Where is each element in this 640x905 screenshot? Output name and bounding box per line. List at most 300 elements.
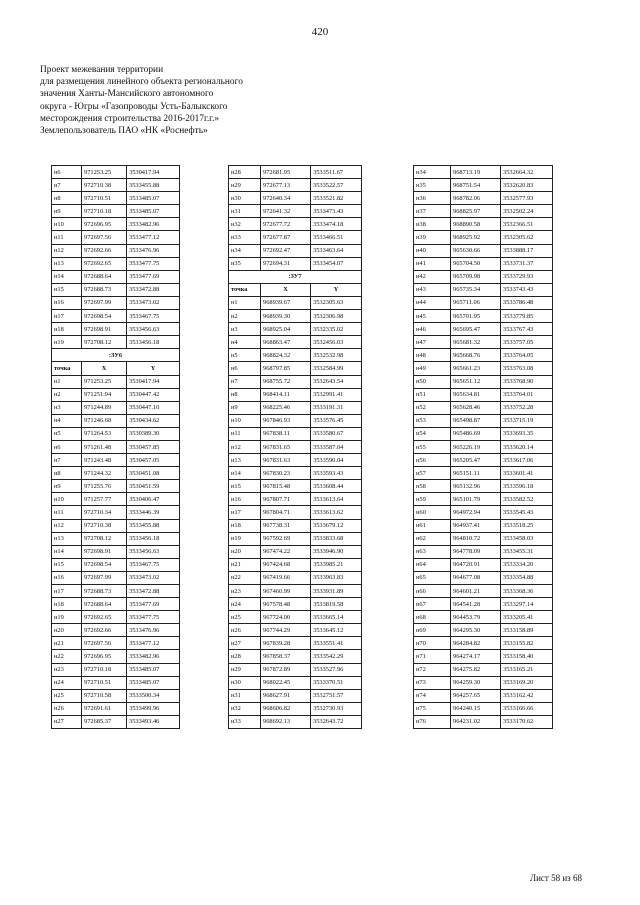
coord-y: 3533482.96: [127, 218, 180, 231]
table-row: [414, 414, 553, 427]
coord-x: 968825.97: [451, 205, 501, 218]
table-row: [52, 414, 180, 427]
coord-x: 967744.29: [261, 624, 311, 637]
coord-x: 965205.47: [451, 454, 501, 467]
coord-x: 972710.34: [82, 506, 127, 519]
coord-x: 972708.12: [82, 336, 127, 349]
coord-y: 3533463.64: [311, 244, 362, 257]
table-row: [414, 427, 553, 440]
point-id: н70: [414, 637, 451, 650]
coord-x: 972688.73: [82, 283, 127, 296]
table-row: [229, 179, 362, 192]
table-row: [229, 401, 362, 414]
coord-x: 967858.37: [261, 650, 311, 663]
table-row: [52, 179, 180, 192]
table-row: [414, 388, 553, 401]
coord-x: 965498.87: [451, 414, 501, 427]
point-id: н3: [52, 401, 82, 414]
table-row: [52, 467, 180, 480]
point-id: н16: [52, 571, 82, 584]
coord-y: 3532664.32: [501, 166, 553, 179]
table-row: [52, 218, 180, 231]
table-row: [414, 205, 553, 218]
coord-y: 3533620.14: [501, 440, 553, 453]
page-number: 420: [311, 26, 329, 38]
table-row: [52, 480, 180, 493]
coord-x: 967846.93: [261, 414, 311, 427]
coord-x: 967831.65: [261, 440, 311, 453]
table-row: [229, 388, 362, 401]
point-id: н26: [52, 702, 82, 715]
point-id: н45: [414, 310, 451, 323]
table-row: [414, 362, 553, 375]
coord-y: 3533477.12: [127, 231, 180, 244]
point-id: н16: [229, 493, 261, 506]
coord-x: 965486.69: [451, 427, 501, 440]
coord-y: 3533613.64: [311, 493, 362, 506]
point-id: н42: [414, 270, 451, 283]
table-row: [52, 611, 180, 624]
point-id: н53: [414, 414, 451, 427]
table-row: [414, 598, 553, 611]
coord-y: 3533169.20: [501, 676, 553, 689]
point-id: н38: [414, 218, 451, 231]
coord-x: 972640.34: [261, 192, 311, 205]
point-id: н34: [229, 244, 261, 257]
coord-y: 3533473.02: [127, 571, 180, 584]
table-row: [52, 650, 180, 663]
table-row: [229, 676, 362, 689]
table-row: [414, 310, 553, 323]
point-id: н17: [52, 585, 82, 598]
point-id: н48: [414, 349, 451, 362]
coord-x: 972697.99: [82, 296, 127, 309]
coord-x: 965101.79: [451, 493, 501, 506]
point-id: н17: [229, 506, 261, 519]
coord-y: 3533645.12: [311, 624, 362, 637]
point-id: н52: [414, 401, 451, 414]
coord-x: 972692.65: [82, 257, 127, 270]
table-row: [229, 166, 362, 179]
point-id: н2: [229, 310, 261, 323]
table-row: [52, 624, 180, 637]
coord-x: 965628.46: [451, 401, 501, 414]
coord-y: 3533476.96: [127, 244, 180, 257]
table-row: [414, 676, 553, 689]
coord-x: 964284.82: [451, 637, 501, 650]
table-row: [414, 467, 553, 480]
table-row: [229, 244, 362, 257]
point-id: н6: [229, 362, 261, 375]
coord-y: 3533545.43: [501, 506, 553, 519]
coord-y: 3533165.21: [501, 663, 553, 676]
coord-y: 3530417.94: [127, 375, 180, 388]
coord-y: 3532577.93: [501, 192, 553, 205]
table-row: [229, 218, 362, 231]
coord-x: 972688.73: [82, 585, 127, 598]
coord-y: 3533590.04: [311, 454, 362, 467]
point-id: н32: [229, 702, 261, 715]
table-row: [52, 257, 180, 270]
coord-y: 3533473.02: [127, 296, 180, 309]
point-id: н27: [229, 637, 261, 650]
table-row: [52, 283, 180, 296]
coord-x: 968890.58: [451, 218, 501, 231]
coord-y: 3530451.08: [127, 467, 180, 480]
coord-y: 3533370.51: [311, 676, 362, 689]
point-id: н39: [414, 231, 451, 244]
coord-y: 3533499.96: [127, 702, 180, 715]
table-row: [52, 676, 180, 689]
coord-x: 972641.32: [261, 205, 311, 218]
point-id: н68: [414, 611, 451, 624]
table-row: [414, 401, 553, 414]
table-row: [52, 244, 180, 257]
coord-x: 972710.51: [82, 192, 127, 205]
coord-x: 964720.91: [451, 558, 501, 571]
table-row: [229, 637, 362, 650]
table-row: [229, 257, 362, 270]
coord-x: 972691.61: [82, 702, 127, 715]
table-row: [229, 624, 362, 637]
coord-y: 3533458.03: [501, 532, 553, 545]
table-row: [229, 611, 362, 624]
point-id: н64: [414, 558, 451, 571]
table-row: [52, 715, 180, 728]
point-id: н31: [229, 689, 261, 702]
coord-x: 965668.76: [451, 349, 501, 362]
coord-x: 972688.64: [82, 270, 127, 283]
table-row: [52, 310, 180, 323]
coord-y: 3533455.31: [501, 545, 553, 558]
point-id: н41: [414, 257, 451, 270]
table-row: [229, 519, 362, 532]
coord-y: 3533743.43: [501, 283, 553, 296]
coord-y: 3533587.04: [311, 440, 362, 453]
header-point: точка: [229, 283, 261, 296]
coord-x: 964240.15: [451, 702, 501, 715]
coord-y: 3530417.94: [127, 166, 180, 179]
header-line: для размещения линейного объекта регионального: [40, 77, 243, 88]
coord-x: 972692.47: [261, 244, 311, 257]
table-row: [414, 218, 553, 231]
coord-y: 3533757.05: [501, 336, 553, 349]
coord-y: 3533551.41: [311, 637, 362, 650]
coord-x: 965701.95: [451, 310, 501, 323]
point-id: н44: [414, 296, 451, 309]
coord-y: 3533455.88: [127, 179, 180, 192]
coord-y: 3533521.82: [311, 192, 362, 205]
point-id: н47: [414, 336, 451, 349]
point-id: н28: [229, 166, 261, 179]
coord-y: 3533767.43: [501, 323, 553, 336]
coord-y: 3533729.93: [501, 270, 553, 283]
coord-y: 3533166.66: [501, 702, 553, 715]
point-id: н74: [414, 689, 451, 702]
point-id: н6: [52, 440, 82, 453]
document-header: [40, 64, 300, 137]
coord-x: 967424.68: [261, 558, 311, 571]
coord-y: 3533665.14: [311, 611, 362, 624]
coord-x: 972697.56: [82, 637, 127, 650]
coord-x: 968606.82: [261, 702, 311, 715]
coord-y: 3533542.29: [311, 650, 362, 663]
table-row: [52, 323, 180, 336]
coord-y: 3530447.42: [127, 388, 180, 401]
table-row: [229, 349, 362, 362]
point-id: н30: [229, 676, 261, 689]
table-row: [414, 270, 553, 283]
point-id: н76: [414, 715, 451, 728]
point-id: н11: [52, 506, 82, 519]
coord-x: 965151.11: [451, 467, 501, 480]
point-id: н5: [52, 427, 82, 440]
table-row: [52, 296, 180, 309]
point-id: н13: [52, 532, 82, 545]
coord-y: 3530434.62: [127, 414, 180, 427]
coord-x: 968755.72: [261, 375, 311, 388]
coord-x: 964259.30: [451, 676, 501, 689]
point-id: н24: [52, 676, 82, 689]
coord-y: 3533763.08: [501, 362, 553, 375]
coord-y: 3533601.41: [501, 467, 553, 480]
table-row: [52, 270, 180, 283]
table-row: [414, 702, 553, 715]
coord-x: 972696.95: [82, 218, 127, 231]
table-row: [229, 414, 362, 427]
coord-x: 972710.51: [82, 676, 127, 689]
point-id: н12: [52, 519, 82, 532]
table-row: [229, 454, 362, 467]
coord-x: 971255.76: [82, 480, 127, 493]
coord-y: 3532643.72: [311, 715, 362, 728]
coord-y: 3533205.41: [501, 611, 553, 624]
table-row: [414, 558, 553, 571]
coord-x: 964778.09: [451, 545, 501, 558]
coord-x: 965226.19: [451, 440, 501, 453]
table-row: [414, 231, 553, 244]
coord-y: 3533768.90: [501, 375, 553, 388]
table-row: [52, 231, 180, 244]
point-id: н35: [414, 179, 451, 192]
coord-x: 972692.66: [82, 244, 127, 257]
coordinates-table-right: [413, 165, 553, 729]
table-row: [229, 702, 362, 715]
coord-y: 3530457.85: [127, 440, 180, 453]
coord-y: 3533456.63: [127, 323, 180, 336]
point-id: н9: [229, 401, 261, 414]
coord-y: 3533467.75: [127, 310, 180, 323]
header-line: округа - Югры «Газопроводы Усть-Балыкского: [40, 101, 228, 112]
coord-x: 972697.56: [82, 231, 127, 244]
coord-y: 3533472.88: [127, 585, 180, 598]
table-row: [52, 192, 180, 205]
coord-y: 3533593.43: [311, 467, 362, 480]
coord-y: 3532584.99: [311, 362, 362, 375]
point-id: н34: [414, 166, 451, 179]
coord-y: 3530389.30: [127, 427, 180, 440]
point-id: н14: [52, 270, 82, 283]
point-id: н43: [414, 283, 451, 296]
header-y: Y: [127, 362, 180, 375]
table-row: [52, 506, 180, 519]
coord-x: 972696.95: [82, 650, 127, 663]
coord-y: 3533819.58: [311, 598, 362, 611]
table-row: [414, 585, 553, 598]
coord-x: 972698.54: [82, 310, 127, 323]
point-id: н63: [414, 545, 451, 558]
point-id: н33: [229, 715, 261, 728]
point-id: н7: [52, 179, 82, 192]
coord-x: 964601.21: [451, 585, 501, 598]
table-row: [414, 323, 553, 336]
coord-x: 971253.25: [82, 375, 127, 388]
coord-y: 3530406.47: [127, 493, 180, 506]
coord-x: 967804.71: [261, 506, 311, 519]
coord-y: 3533764.01: [501, 388, 553, 401]
point-id: н1: [229, 296, 261, 309]
coord-y: 3533752.28: [501, 401, 553, 414]
point-id: н73: [414, 676, 451, 689]
coord-x: 972692.66: [82, 624, 127, 637]
section-title-row: [52, 349, 180, 362]
coord-y: 3533833.68: [311, 532, 362, 545]
coord-y: 3532751.57: [311, 689, 362, 702]
point-id: н22: [229, 571, 261, 584]
coord-x: 967839.28: [261, 637, 311, 650]
table-row: [414, 650, 553, 663]
table-row: [52, 401, 180, 414]
table-row: [52, 166, 180, 179]
point-id: н61: [414, 519, 451, 532]
point-id: н8: [52, 192, 82, 205]
coord-y: 3533786.48: [501, 296, 553, 309]
coord-y: 3533576.45: [311, 414, 362, 427]
point-id: н46: [414, 323, 451, 336]
coord-x: 964937.41: [451, 519, 501, 532]
coord-y: 3532456.03: [311, 336, 362, 349]
coord-x: 972677.13: [261, 179, 311, 192]
table-row: [52, 454, 180, 467]
coord-y: 3533888.17: [501, 244, 553, 257]
point-id: н15: [229, 480, 261, 493]
coord-x: 967419.66: [261, 571, 311, 584]
coord-x: 967807.71: [261, 493, 311, 506]
coord-y: 3533613.62: [311, 506, 362, 519]
point-id: н28: [229, 650, 261, 663]
coord-y: 3532643.54: [311, 375, 362, 388]
table-row: [414, 375, 553, 388]
point-id: н18: [52, 323, 82, 336]
coord-y: 3533474.18: [311, 218, 362, 231]
point-id: н23: [52, 663, 82, 676]
coord-y: 3533946.90: [311, 545, 362, 558]
table-row: [229, 296, 362, 309]
table-row: [52, 558, 180, 571]
coord-x: 972708.12: [82, 532, 127, 545]
coord-x: 967474.22: [261, 545, 311, 558]
coord-y: 3533162.42: [501, 689, 553, 702]
point-id: н18: [52, 598, 82, 611]
point-id: н24: [229, 598, 261, 611]
coord-x: 965132.96: [451, 480, 501, 493]
table-row: [414, 454, 553, 467]
coord-x: 965695.47: [451, 323, 501, 336]
coord-y: 3533354.88: [501, 571, 553, 584]
table-row: [414, 336, 553, 349]
coord-x: 972685.37: [82, 715, 127, 728]
coord-y: 3533472.88: [127, 283, 180, 296]
coord-x: 972677.72: [261, 218, 311, 231]
coord-y: 3533518.25: [501, 519, 553, 532]
coord-x: 971244.89: [82, 401, 127, 414]
coord-y: 3533455.88: [127, 519, 180, 532]
section-title: :ЗУ7: [229, 270, 362, 283]
coord-x: 967592.69: [261, 532, 311, 545]
table-row: [229, 467, 362, 480]
point-id: н36: [414, 192, 451, 205]
coord-x: 967460.99: [261, 585, 311, 598]
table-row: [414, 192, 553, 205]
point-id: н19: [229, 532, 261, 545]
coord-x: 968782.06: [451, 192, 501, 205]
table-row: [229, 545, 362, 558]
coord-y: 3533485.07: [127, 205, 180, 218]
coord-y: 3533693.35: [501, 427, 553, 440]
point-id: н31: [229, 205, 261, 218]
table-row: [52, 702, 180, 715]
point-id: н14: [52, 545, 82, 558]
coord-y: 3533454.07: [311, 257, 362, 270]
point-id: н59: [414, 493, 451, 506]
coord-y: 3533715.19: [501, 414, 553, 427]
table-row: [229, 192, 362, 205]
header-y: Y: [311, 283, 362, 296]
coord-x: 971251.94: [82, 388, 127, 401]
coord-y: 3533155.82: [501, 637, 553, 650]
coord-y: 3532305.63: [311, 296, 362, 309]
table-row: [52, 440, 180, 453]
coord-y: 3533477.69: [127, 270, 180, 283]
coord-x: 968925.92: [451, 231, 501, 244]
point-id: н10: [52, 493, 82, 506]
coord-x: 967830.23: [261, 467, 311, 480]
coord-x: 968627.91: [261, 689, 311, 702]
table-row: [414, 480, 553, 493]
table-row: [52, 336, 180, 349]
table-row: [414, 532, 553, 545]
point-id: н71: [414, 650, 451, 663]
point-id: н12: [229, 440, 261, 453]
coord-y: 3533582.52: [501, 493, 553, 506]
point-id: н18: [229, 519, 261, 532]
coord-y: 3533368.36: [501, 585, 553, 598]
coord-x: 964541.28: [451, 598, 501, 611]
coord-x: 971253.25: [82, 166, 127, 179]
table-row: [229, 427, 362, 440]
table-row: [229, 440, 362, 453]
point-id: н26: [229, 624, 261, 637]
coord-x: 965711.06: [451, 296, 501, 309]
coord-x: 964677.08: [451, 571, 501, 584]
coord-x: 965704.50: [451, 257, 501, 270]
table-row: [52, 388, 180, 401]
header-line: Землепользователь ПАО «НК «Роснефть»: [40, 126, 208, 137]
table-row: [229, 493, 362, 506]
coord-x: 965651.12: [451, 375, 501, 388]
coord-x: 972710.38: [82, 519, 127, 532]
coord-y: 3533466.51: [311, 231, 362, 244]
